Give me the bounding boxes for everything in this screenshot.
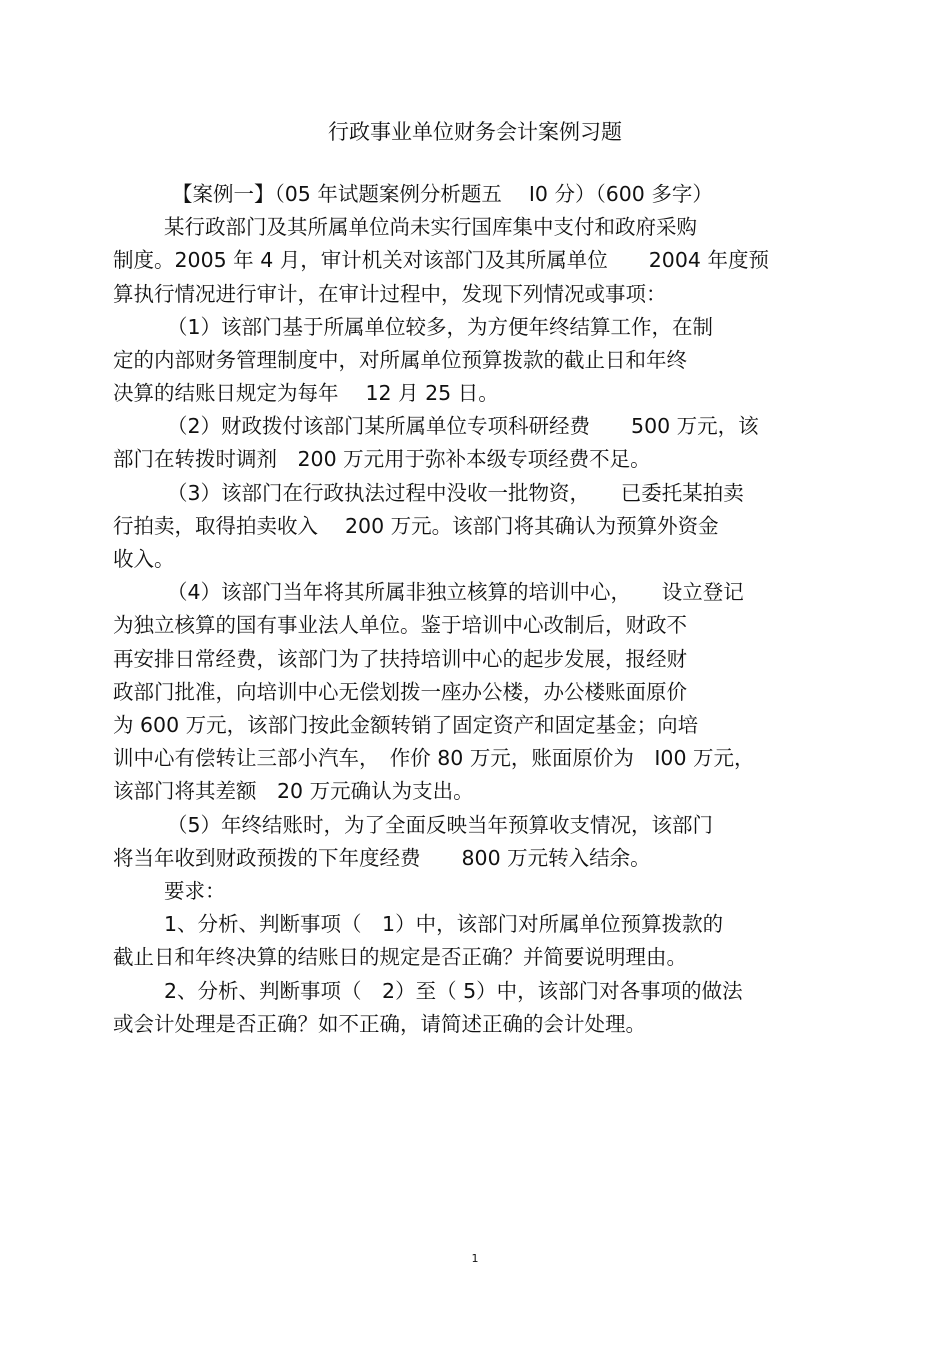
case-heading: 【案例一】（05 年试题案例分析题五 I0 分）（600 多字）: [172, 182, 713, 206]
paragraph-line: 为独立核算的国有事业法人单位。鉴于培训中心改制后，财政不: [113, 613, 687, 637]
paragraph-line: 制度。2005 年 4 月，审计机关对该部门及其所属单位 2004 年度预: [113, 248, 769, 272]
paragraph-line: 再安排日常经费，该部门为了扶持培训中心的起步发展，报经财: [113, 647, 687, 671]
paragraph-line: 收入。: [113, 547, 175, 571]
paragraph-line: 行拍卖，取得拍卖收入 200 万元。该部门将其确认为预算外资金: [113, 514, 719, 538]
paragraph-line: 将当年收到财政预拨的下年度经费 800 万元转入结余。: [113, 846, 651, 870]
paragraph-line: （5）年终结账时，为了全面反映当年预算收支情况，该部门: [167, 813, 714, 837]
page-number: 1: [471, 1252, 479, 1265]
question-line: 2、分析、判断事项（ 2）至（ 5）中，该部门对各事项的做法: [164, 979, 743, 1003]
document-title: 行政事业单位财务会计案例习题: [328, 120, 622, 144]
paragraph-line: 算执行情况进行审计，在审计过程中，发现下列情况或事项：: [113, 282, 667, 306]
paragraph-line: （2）财政拨付该部门某所属单位专项科研经费 500 万元，该: [167, 414, 759, 438]
question-line: 截止日和年终决算的结账日的规定是否正确？并简要说明理由。: [113, 945, 687, 969]
paragraph-line: 训中心有偿转让三部小汽车， 作价 80 万元，账面原价为 I00 万元，: [113, 746, 755, 770]
paragraph-line: 决算的结账日规定为每年 12 月 25 日。: [113, 381, 499, 405]
requirements-heading: 要求：: [164, 879, 226, 903]
paragraph-line: （4）该部门当年将其所属非独立核算的培训中心， 设立登记: [167, 580, 744, 604]
paragraph-line: （1）该部门基于所属单位较多，为方便年终结算工作，在制: [167, 315, 714, 339]
paragraph-line: 为 600 万元，该部门按此金额转销了固定资产和固定基金；向培: [113, 713, 699, 737]
question-line: 1、分析、判断事项（ 1）中，该部门对所属单位预算拨款的: [164, 912, 724, 936]
paragraph-line: 定的内部财务管理制度中，对所属单位预算拨款的截止日和年终: [113, 348, 687, 372]
paragraph-line: 政部门批准，向培训中心无偿划拨一座办公楼，办公楼账面原价: [113, 680, 687, 704]
question-line: 或会计处理是否正确？如不正确，请简述正确的会计处理。: [113, 1012, 646, 1036]
paragraph-line: 部门在转拨时调剂 200 万元用于弥补本级专项经费不足。: [113, 447, 651, 471]
paragraph-line: 某行政部门及其所属单位尚未实行国库集中支付和政府采购: [164, 215, 697, 239]
paragraph-line: （3）该部门在行政执法过程中没收一批物资， 已委托某拍卖: [167, 481, 744, 505]
paragraph-line: 该部门将其差额 20 万元确认为支出。: [113, 779, 474, 803]
